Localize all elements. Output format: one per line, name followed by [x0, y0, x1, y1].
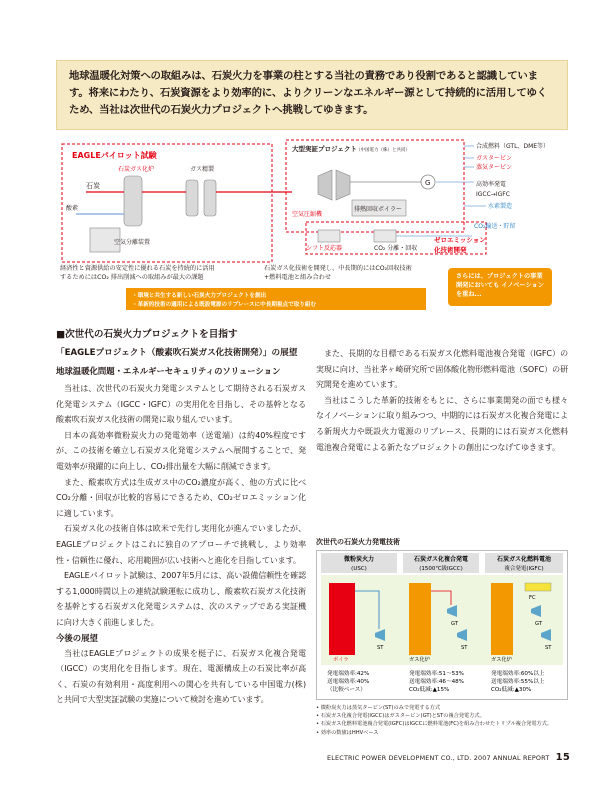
shift-reactor-label: シフト反応器: [306, 245, 343, 252]
col3-title: 石炭ガス化燃料電池: [496, 556, 552, 563]
purifier-vessel-2: [204, 180, 216, 216]
note-left: 経済性と資源供給の安定性に優れる石炭を持続的に活用するためにはCO₂ 排出削減への取組みが最大の課題: [60, 265, 215, 281]
section-title: ■次世代の石炭火力プロジェクトを目指す: [56, 329, 238, 340]
figure-note: • 石炭ガス化燃料電池複合発電(IGFC)はIGCCに燃料電池(FC)を組み合わせたトリプル複合発電方式。: [316, 721, 553, 728]
high-eff-label: 高効率発電: [476, 181, 507, 188]
col2-sub: (1500℃級IGCC): [419, 566, 463, 572]
paragraph-3: また、酸素吹方式は生成ガス中のCO₂濃度が高く、他の方式に比べCO₂分離・回収が比較的容易にできるため、CO₂ゼロエミッション化に適しています。: [56, 477, 306, 518]
col2-title: 石炭ガス化複合発電: [413, 556, 469, 563]
intro-text: 地球温暖化対策への取組みは、石炭火力を事業の柱とする当社の責務であり役割であると認識しています。将来にわたり、石炭資源をより効率的に、よりクリーンなエネルギー源として持続的に活用してゆくため、当社は次世代の石炭火力プロジェクトへ挑戦してゆきます。: [69, 70, 547, 116]
co2-transport-label: CO₂輸送・貯留: [474, 223, 516, 230]
paragraph-7: また、長期的な目標である石炭ガス化燃料電池複合発電（IGFC）の実現に向け、当社茅ヶ崎研究所で固体酸化物形燃料電池（SOFC）の研究開発を進めています。: [316, 349, 568, 390]
col3-fc-shape: [525, 583, 551, 591]
co2-capture-unit: [374, 230, 396, 242]
air-separation-label: 空気分離装置: [114, 239, 151, 246]
col3-st-label: ST: [545, 645, 552, 651]
figure-note: • 微粉炭火力は蒸気タービン(ST)のみで発電する方式: [316, 705, 441, 711]
igcc-igfc-label: IGCC→IGFC: [476, 191, 510, 198]
col1-st-label: ST: [377, 645, 384, 651]
col3-result-2: 送電端効率:55%以上: [491, 679, 545, 685]
figure-note: • 石炭ガス化複合発電(IGCC)はガスタービン(GT)とSTの複合発電方式。: [316, 713, 485, 720]
paragraph-2: 日本の高効率微粉炭火力の発電効率（送電端）は約40%程度ですが、この技術を確立し石炭ガス化発電システムへ展開することで、発電効率が飛躍的に向上し、CO₂排出量を大幅に削減できます。: [56, 430, 306, 471]
paragraph-5: EAGLEパイロット試験は、2007年5月には、高い設備信頼性を確認する1,000時間以上の連続試験運転に成功し、酸素吹石炭ガス化技術を基幹とする石炭ガス化発電システムは、次のステップである実証機に向け大きく前進しました。: [56, 571, 306, 627]
col1-boiler-label: ボイラ: [333, 657, 349, 663]
col2-result-3: CO₂低減:▲15%: [409, 687, 450, 693]
col3-gt-label: GT: [535, 621, 543, 627]
large-demo-box: [286, 140, 464, 232]
col2-st-label: ST: [461, 645, 468, 651]
figure-note: • 効率の数値はHHVベース: [316, 729, 379, 736]
hydrogen-label: 水素製造: [488, 203, 513, 210]
col1-title: 微粉炭火力: [343, 556, 375, 563]
process-diagram: [56, 136, 568, 312]
gas-turbine-shape: [336, 170, 350, 200]
page-footer: [327, 752, 570, 763]
coal-gasifier-label: 石炭ガス化炉: [118, 166, 155, 173]
steam-turbine-label: 蒸気タービン: [476, 164, 513, 171]
eagle-title: EAGLEパイロット試験: [72, 151, 157, 160]
col2-gasifier-label: ガス化炉: [409, 657, 430, 663]
gasifier-vessel: [124, 176, 142, 226]
zero-emission-label-1: ゼロエミッション: [434, 236, 486, 244]
intro-box: [56, 60, 568, 130]
footer-company: ELECTRIC POWER DEVELOPMENT CO., LTD. 2007 ANNUAL REPORT: [327, 754, 550, 762]
paragraph-8: 当社はこうした革新的技術をもとに、さらに事業開発の面でも様々なイノベーションに取り組みつつ、中期的には石炭ガス化複合発電による新規火力や既設火力電源のリプレース、長期的には石炭ガス化燃料電池複合発電による新たなプロジェクトの創出につなげてゆきます。: [316, 395, 568, 452]
figure-notes: [316, 704, 568, 737]
note-mid: 石炭ガス化技術を開発し、中長期的にはCO₂回収技術+燃料電池と組み合わせ: [264, 265, 412, 281]
orange-line-2: ・革新的技術の適用による既設電源のリプレースに中長期視点で取り組む: [132, 302, 317, 308]
col1-result-1: 発電端効率:42%: [327, 671, 370, 677]
co2-capture-label: CO₂ 分離・回収: [374, 245, 418, 252]
col3-fc-label: FC: [529, 595, 536, 601]
page-number: 15: [555, 752, 570, 763]
oxygen-label: 酸素: [66, 205, 79, 212]
paragraph-1: 当社は、次世代の石炭火力発電システムとして期待される石炭ガス化発電システム（IGCC・IGFC）の実用化を目指し、その基幹となる酸素吹石炭ガス化技術の開発に取り組んでいます。: [56, 384, 306, 425]
compressed-air-label: 空気圧縮機: [292, 211, 323, 218]
purifier-vessel-1: [186, 180, 198, 216]
col2-result-1: 発電端効率:51〜53%: [409, 671, 464, 677]
gas-purify-label: ガス精製: [190, 166, 215, 173]
heading-solution: 地球温暖化問題・エネルギーセキュリティのソリューション: [56, 366, 281, 376]
section-subtitle: 「EAGLEプロジェクト（酸素吹石炭ガス化技術開発）」の展望: [56, 348, 298, 358]
paragraph-4: 石炭ガス化の技術自体は欧米で先行し実用化が進んでいましたが、EAGLEプロジェクトはこれに独自のアプローチで挑戦し、より効率性・信頼性に優れ、応用範囲が広い技術へと進化を目指しています。: [56, 524, 306, 565]
compressor: [318, 170, 332, 200]
col2-gasifier-shape: [409, 583, 431, 655]
zero-emission-label-2: 化技術開発: [434, 246, 467, 254]
hrsg-label: 排熱回収ボイラー: [354, 206, 403, 213]
gas-turbine-label: ガスタービン: [476, 155, 513, 162]
paragraph-6: 当社はEAGLEプロジェクトの成果を梃子に、石炭ガス化複合発電（IGCC）の実用化を目指します。現在、電源構成上の石炭比率が高く、石炭の有効利用・高度利用への関心を共有している中国電力(株)と共同で大型実証試験の実施について検討を進めています。: [56, 648, 306, 705]
figure-title: 次世代の石炭火力発電技術: [316, 538, 400, 546]
synfuel-label: 合成燃料（GTL、DME等）: [476, 143, 550, 150]
col3-gasifier-shape: [491, 583, 513, 655]
col3-sub: 複合発電(IGFC): [504, 566, 544, 572]
col2-gt-label: GT: [451, 621, 459, 627]
figure-box: [316, 550, 568, 700]
col3-result-1: 発電端効率:60%以上: [491, 671, 545, 677]
note-right: さらには、プロジェクトの事業開発においても イノベーションを重ね...: [456, 273, 544, 298]
generator-label: G: [425, 179, 431, 187]
large-demo-note: （中国電力（株）と共同）: [356, 148, 410, 153]
large-demo-title: 大型実証プロジェクト: [292, 145, 357, 153]
coal-label: 石炭: [86, 182, 100, 190]
figure-svg: [317, 551, 567, 699]
col3-gasifier-label: ガス化炉: [491, 657, 512, 663]
col3-result-3: CO₂低減:▲30%: [491, 687, 532, 693]
col1-result-3: （比較ベース）: [327, 687, 366, 693]
orange-line-1: ・環境と共生する新しい石炭火力プロジェクトを創出: [132, 293, 267, 299]
col1-sub: (USC): [351, 566, 367, 572]
col2-result-2: 送電端効率:46〜48%: [409, 679, 464, 685]
col1-result-2: 送電端効率:40%: [327, 679, 370, 685]
boiler-shape: [329, 583, 355, 655]
heading-outlook: 今後の展望: [56, 632, 98, 643]
shift-reactor-unit: [318, 230, 340, 242]
